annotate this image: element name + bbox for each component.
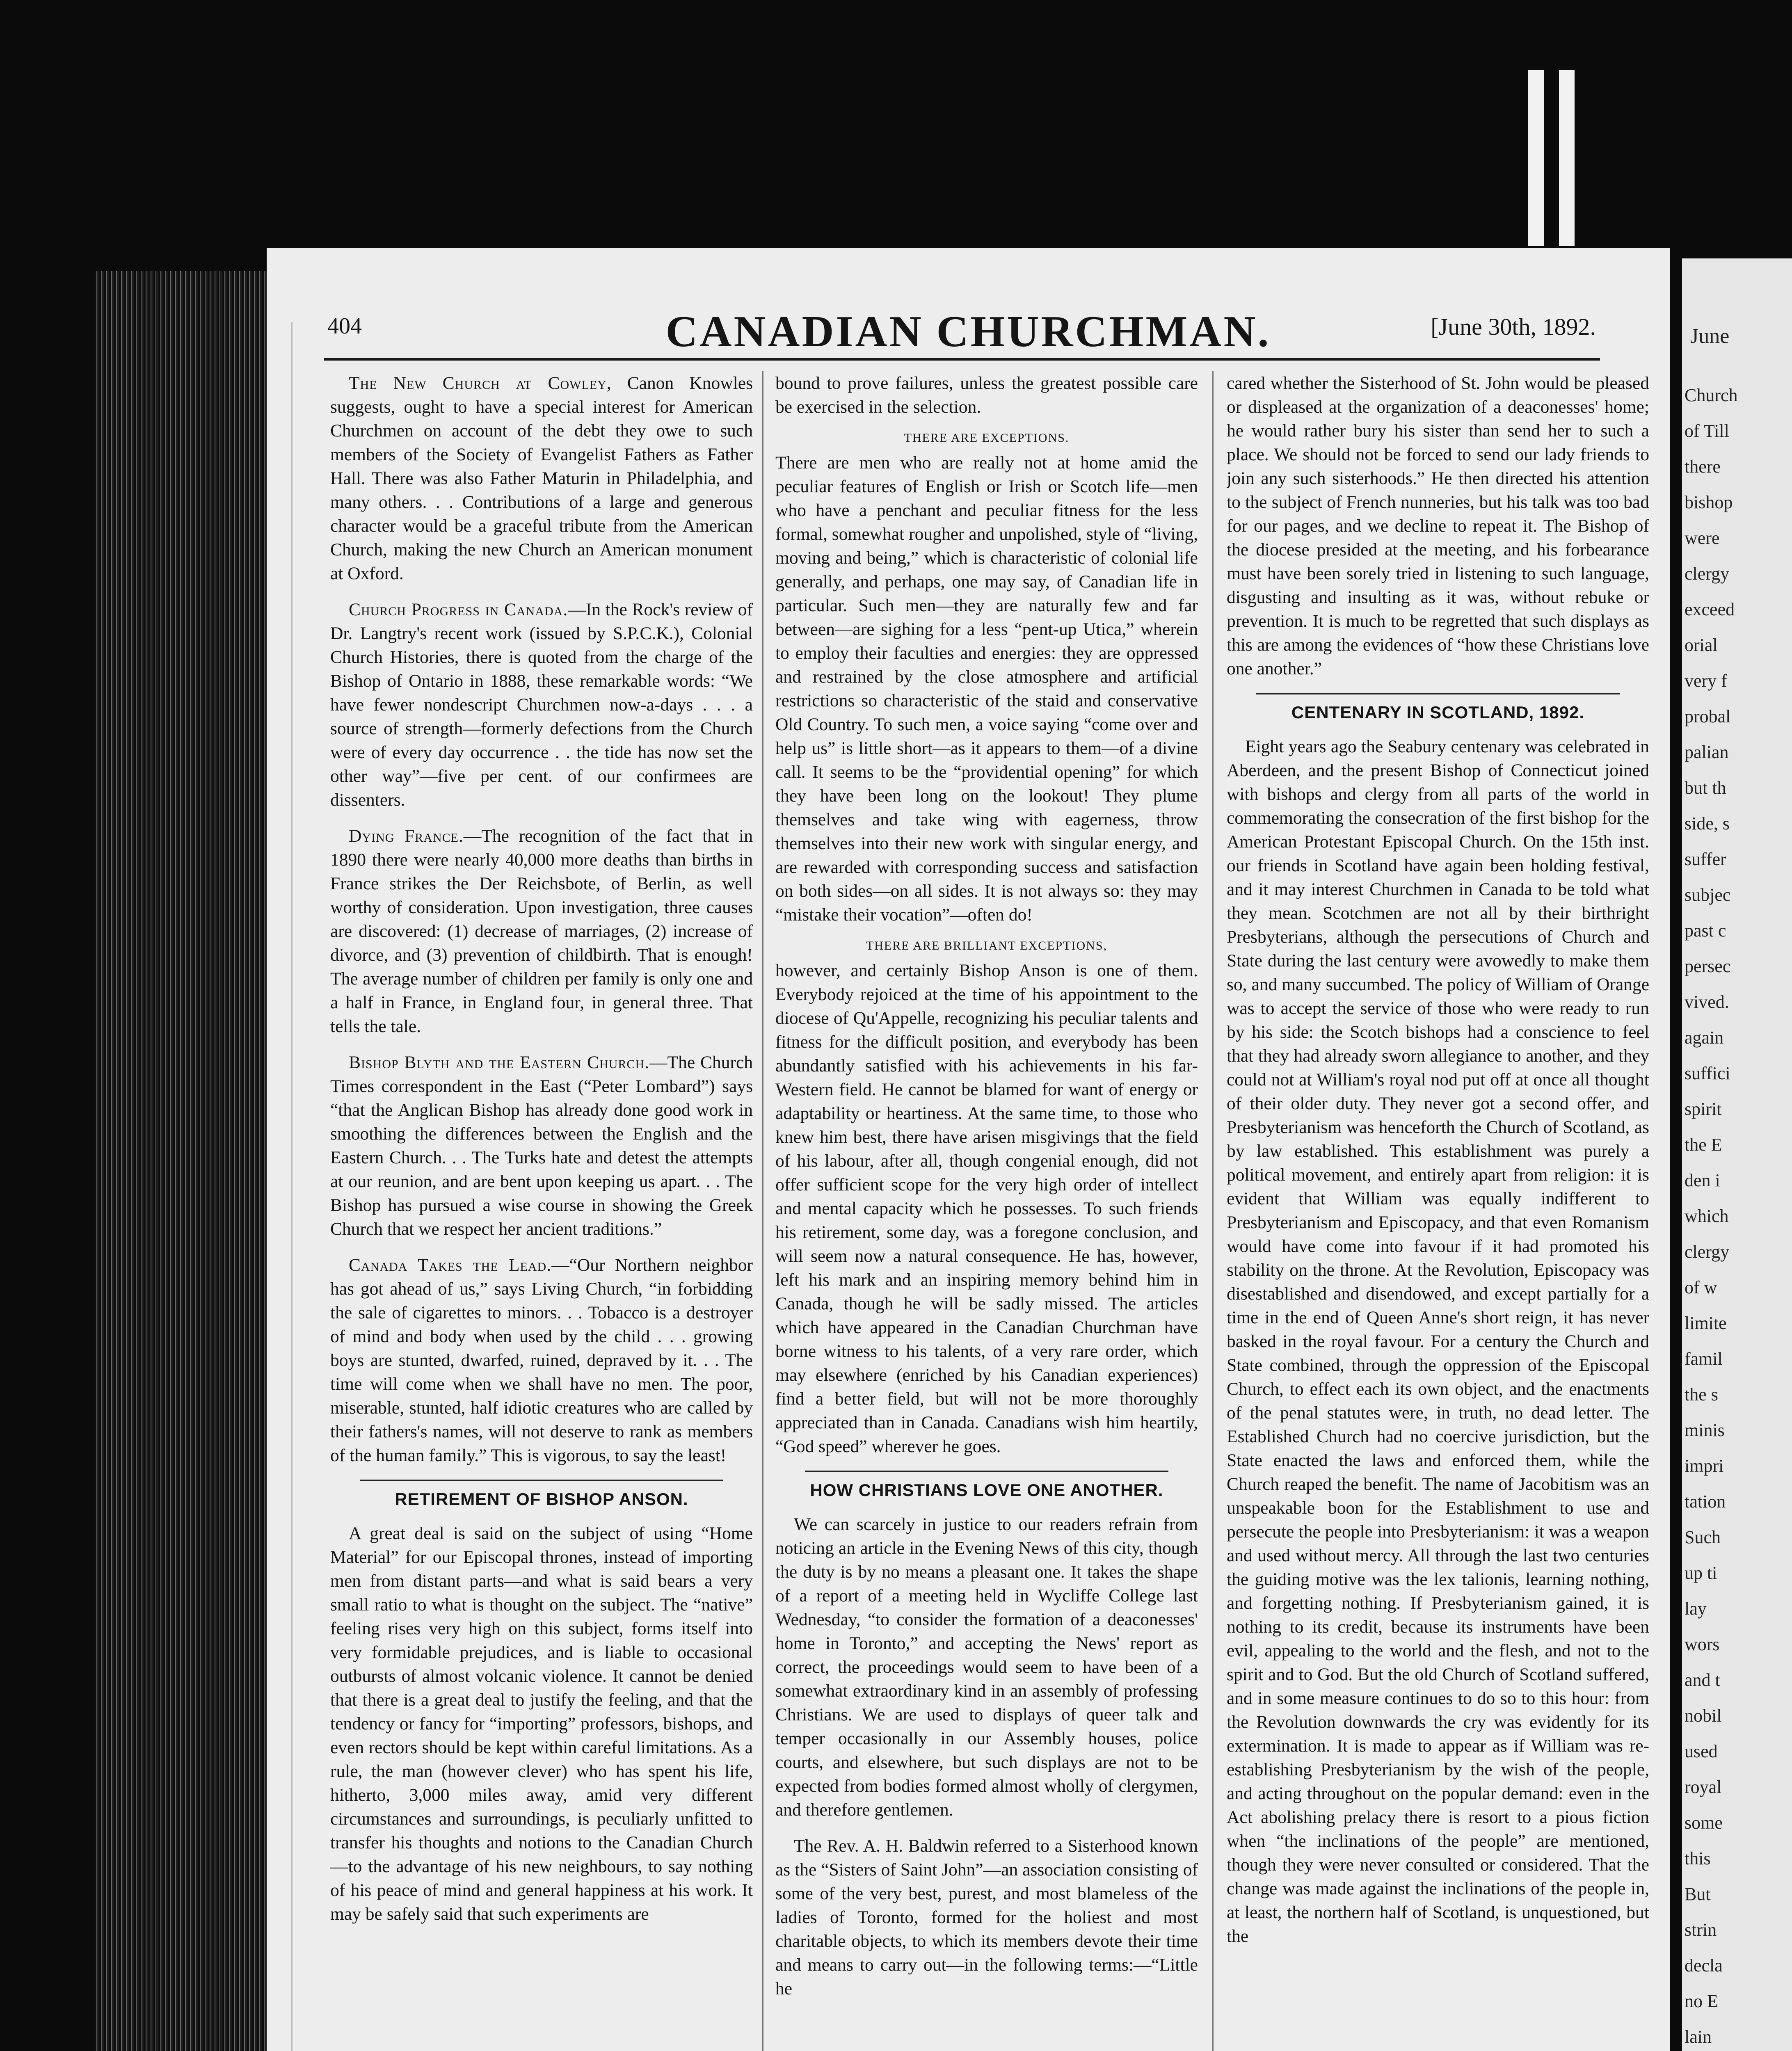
next-page-line: side, s (1685, 813, 1730, 834)
next-page-line: vived. (1685, 992, 1729, 1012)
heading-centenary-scotland: CENTENARY IN SCOTLAND, 1892. (1291, 703, 1585, 722)
next-page-line: minis (1685, 1420, 1725, 1440)
article-how-christians: We can scarcely in justice to our readers refrain from noticing an article in the Evening News of this city, though the duty is by no means a pleasant one. It takes the shape of a report of a meeting held in Wycliffe College last Wednesday, “to consider the formation of a deaconesses' home in Toronto,” and accepting the News' report as correct, the proceedings would seem to have been of a somewhat extraordinary kind in an assembly of professing Christians. We are used to displays of queer talk and temper occasionally in our Assembly houses, police courts, and elsewhere, but such displays are not to be expected from bodies formed almost wholly of clergymen, and therefore gentlemen. (775, 1514, 1198, 1820)
section-rule (1256, 693, 1620, 694)
next-page-text (1685, 377, 1738, 2051)
next-page-line: subjec (1685, 885, 1731, 905)
column-divider (1212, 371, 1214, 2051)
next-page-line: tation (1685, 1491, 1726, 1512)
next-page-line: exceed (1685, 599, 1735, 619)
heading-retirement-anson: RETIREMENT OF BISHOP ANSON. (395, 1489, 688, 1509)
article-lead: Church Progress in Canada. (349, 600, 568, 619)
article-paragraph: however, and certainly Bishop Anson is one of them. Everybody rejoiced at the time of his appointment to the diocese of Qu'Appelle, recognizing his peculiar talents and fitness for the difficult position, and everybody has been abundantly satisfied with his achievements in his far-Western field. He cannot be blamed for want of energy or adaptability or heartiness. At the same time, to those who knew him best, there have arisen misgivings that the field of his labour, after all, though congenial enough, did not offer sufficient scope for the very high order of intellect and mental capacity which he possesses. To such friends his retirement, some day, was a foregone conclusion, and will seem now a natural consequence. He has, however, left his mark and an inspiring memory behind him in Canada, though he will be sadly missed. The articles which have appeared in the Canadian Churchman have borne witness to his talents, of a very rare order, which may elsewhere (enriched by his Canadian experiences) find a better field, but will not be more thoroughly appreciated than in Canada. Canadians wish him heartily, “God speed” wherever he goes. (775, 961, 1198, 1456)
masthead-title: CANADIAN CHURCHMAN. (665, 307, 1271, 356)
next-page-line: no E (1685, 1991, 1718, 2011)
article-centenary-scotland: Eight years ago the Seabury centenary was celebrated in Aberdeen, and the present Bishop of Connecticut joined with bishops and clergy from all parts of the world in commemorating the consecration of the first bishop for the American Protestant Episcopal Church. On the 15th inst. our friends in Scotland have again been holding festival, and it may interest Churchmen in Canada to be told what they mean. Scotchmen are not all by their birthright Presbyterians, although the persecutions of Church and State during the last century were avowedly to make them so, and many succumbed. The policy of William of Orange was to accept the service of those who were ready to run by his side: the Scotch bishops had a conscience to feel that they had already sworn allegiance to another, and they could not at William's royal nod put off at once all thought of their older duty. They never got a second offer, and Presbyterianism was henceforth the Church of Scotland, as by law established. This establishment was purely a political movement, and entirely apart from religion: it is evident that William was equally indifferent to Presbyterianism and Episcopacy, and that even Romanism would have come into favour if it had promoted his stability on the throne. At the Revolution, Episcopacy was disestablished and disendowed, and except partially for a time in the end of Queen Anne's short reign, it has never basked in the royal favour. For a century the Church and State combined, through the oppression of the Episcopal Church, to effect each its own object, and the enactments of the penal statutes were, in truth, no dead letter. The Established Church had no coercive jurisdiction, but the State enacted the laws and enforced them, while the Church reaped the benefit. The name of Jacobitism was an unspeakable boon for the Establishment to use and persecute the people into Presbyterianism: it was a weapon and used without mercy. All through the last two centuries the guiding motive was the lex talionis, learning nothing, and forgetting nothing. If Presbyterianism gained, it is nothing to its credit, because its instruments have been evil, appealing to the world and the flesh, and not to the spirit and to God. But the old Church of Scotland suffered, and in some measure continues to do so to this hour: from the Revolution downwards the cry was evidently for its extermination. It is made to appear as if William was re-establishing Presbyterianism by the wish of the people, and acting throughout on the popular demand: even in the Act abolishing prelacy there is resort to a pious fiction when “the inclinations of the people” are mentioned, though they were never consulted or considered. That the change was made against the inclinations of the people in, at least, the northern half of Scotland, is unquestioned, but the (1227, 737, 1649, 1946)
column-divider (762, 371, 763, 2051)
next-page-line: probal (1685, 706, 1731, 726)
article-dying-france: Dying France.—The recognition of the fact that in 1890 there were nearly 40,000 more deaths than births in France strikes the Der Reichsbote, of Berlin, as well worthy of consideration. Upon investigation, three causes are discovered: (1) decrease of marriages, (2) increase of divorce, and (3) prevention of childbirth. That is enough! The average number of children per family is only one and a half in France, in England four, in general three. That tells the tale. (330, 826, 753, 1036)
section-rule (805, 1471, 1168, 1472)
section-rule (360, 1480, 723, 1481)
article-lead: Dying France. (349, 826, 464, 846)
heading-how-christians: HOW CHRISTIANS LOVE ONE ANOTHER. (810, 1480, 1163, 1500)
next-page-line: clergy (1685, 564, 1730, 584)
article-retirement-anson: A great deal is said on the subject of using “Home Material” for our Episcopal thrones, instead of importing men from distant parts—and what is said bears a very small ratio to what is thought on the subject. The “native” feeling rises very high on this subject, forms itself into very formidable prejudices, and is liable to occasional outbursts of almost volcanic violence. It cannot be denied that there is a great deal to justify the feeling, and that the tendency or fancy for “importing” professors, bishops, and even rectors should be kept within careful limitations. As a rule, the man (however clever) who has spent his life, hitherto, 3,000 miles away, amid very different circumstances and surroundings, is peculiarly unfitted to transfer his thoughts and notions to the Canadian Church—to the advantage of his new neighbours, to say nothing of his peace of mind and general happiness at his work. It may be safely said that such experiments are (330, 1523, 753, 1924)
page-number: 404 (327, 313, 362, 339)
next-page-line: impri (1685, 1456, 1724, 1476)
next-page-line: royal (1685, 1777, 1722, 1797)
next-page-line: lay (1685, 1599, 1707, 1619)
column-3 (1227, 371, 1649, 2051)
next-page-line: of w (1685, 1277, 1717, 1297)
next-page-line: famil (1685, 1349, 1723, 1369)
next-page-line: some (1685, 1813, 1723, 1833)
next-page-line: the E (1685, 1135, 1722, 1155)
next-page-line: and t (1685, 1670, 1720, 1690)
issue-date: [June 30th, 1892. (1431, 313, 1596, 340)
next-page-line: used (1685, 1741, 1718, 1761)
column-2 (775, 371, 1198, 2051)
next-page-line: bishop (1685, 492, 1733, 512)
next-page-line: limite (1685, 1313, 1727, 1333)
next-page-line: there (1685, 457, 1721, 477)
article-paragraph: There are men who are really not at home amid the peculiar features of English or Irish or Scotch life—men who have a penchant and peculiar fitness for the less formal, somewhat rougher and unpolished, style of “living, moving and being,” which is characteristic of colonial life generally, and perhaps, one may say, of Canadian life in particular. Such men—they are naturally few and far between—are sighing for a less “pent-up Utica,” wherein to employ their faculties and energies: they are oppressed and restrained by the close atmosphere and artificial restrictions so characteristic of the staid and conservative Old Country. To such men, a voice saying “come over and help us” is little short—as it appears to them—of a divine call. It seems to be the “providential opening” for which they have been long on the lookout! They plume themselves and take wing with eagerness, throw themselves into their new work with singular energy, and are rewarded with corresponding success and satisfaction on both sides—on all sides. It is not always so: they may “mistake their vocation”—often do! (775, 453, 1198, 925)
next-page-line: very f (1685, 671, 1727, 691)
next-page-line: orial (1685, 635, 1718, 655)
article-paragraph: The Rev. A. H. Baldwin referred to a Sisterhood known as the “Sisters of Saint John”—an association consisting of some of the very best, purest, and most blameless of the ladies of Toronto, formed for the holiest and most charitable objects, to which its members devote their time and means to carry out—in the following terms:—“Little he (775, 1836, 1198, 1998)
article-bishop-blyth: Bishop Blyth and the Eastern Church.—The Church Times correspondent in the East (“Peter Lombard”) says “that the Anglican Bishop has already done good work in smoothing the differences between the English and the Eastern Church. . . The Turks hate and detest the attempts at our reunion, and are bent upon keeping us apart. . . The Bishop has pursued a wise course in showing the Greek Church that we respect her ancient traditions.” (330, 1053, 753, 1239)
running-head (267, 307, 1670, 359)
next-page-line: were (1685, 528, 1720, 548)
next-page-line: wors (1685, 1634, 1720, 1654)
article-lead: Bishop Blyth and the Eastern Church. (349, 1053, 650, 1072)
newspaper-page (267, 248, 1670, 2051)
article-canada-takes-lead: Canada Takes the Lead.—“Our Northern neighbor has got ahead of us,” says Living Church, “in forbidding the sale of cigarettes to minors. . . Tobacco is a destroyer of mind and body when used by the child . . . growing boys are stunted, dwarfed, ruined, depraved by it. . . The time will come when we shall have no men. The poor, miserable, stunted, half idiotic creatures who are called by their fathers's names, will not deserve to rank as members of the human family.” This is vigorous, to say the least! (330, 1255, 753, 1465)
next-page-line: palian (1685, 742, 1729, 762)
next-page-fragment (1682, 258, 1792, 2051)
next-page-line: spirit (1685, 1099, 1722, 1119)
next-page-line: again (1685, 1028, 1724, 1048)
next-page-line: of Till (1685, 421, 1729, 441)
next-page-line: suffer (1685, 849, 1726, 869)
next-page-line: lain (1685, 2027, 1712, 2047)
next-page-header: June (1690, 324, 1730, 348)
next-page-line: persec (1685, 956, 1731, 976)
next-page-line: up ti (1685, 1563, 1717, 1583)
article-continuation: bound to prove failures, unless the greatest possible care be exercised in the selection. (775, 373, 1198, 417)
next-page-line: Church (1685, 385, 1738, 405)
subheading-exceptions: THERE ARE EXCEPTIONS. (904, 431, 1070, 445)
next-page-line: But (1685, 1884, 1711, 1904)
next-page-line: decla (1685, 1955, 1723, 1976)
book-page-edges (94, 271, 267, 2051)
next-page-line: the s (1685, 1384, 1718, 1405)
next-page-line: strin (1685, 1920, 1717, 1940)
scan-mark-top-1 (1528, 70, 1544, 246)
article-continuation: cared whether the Sisterhood of St. John would be pleased or displeased at the organization of a deaconesses' home; he would rather bury his sister than send her to such a place. We should not be forced to send our lady friends to join any such sisterhoods.” He then directed his attention to the subject of French nunneries, but his talk was too bad for our pages, and we decline to repeat it. The Bishop of the diocese presided at the meeting, and his forbearance must have been sorely tried in listening to such language, disgusting and insulting as it was, without rebuke or prevention. It is much to be regretted that such displays as this are among the evidences of “how these Christians love one another.” (1227, 373, 1649, 678)
next-page-line: past c (1685, 920, 1726, 941)
column-1 (330, 371, 753, 2051)
article-church-progress: Church Progress in Canada.—In the Rock's review of Dr. Langtry's recent work (issued by S.P.C.K.), Colonial Church Histories, there is quoted from the charge of the Bishop of Ontario in 1888, these remarkable words: “We have fewer nondescript Churchmen now-a-days . . . a source of strength—formerly defections from the Church were of every day occurrence . . the tide has now set the other way”—five per cent. of our confirmees are dissenters. (330, 600, 753, 810)
next-page-line: this (1685, 1848, 1711, 1868)
next-page-line: clergy (1685, 1242, 1730, 1262)
next-page-line: but th (1685, 778, 1726, 798)
article-lead: The New Church at Cowley, (349, 373, 612, 393)
article-lead: Canada Takes the Lead. (349, 1255, 552, 1275)
next-page-line: suffici (1685, 1063, 1730, 1083)
article-new-church-cowley: The New Church at Cowley, Canon Knowles suggests, ought to have a special interest for American Churchmen on account of the debt they owe to such members of the Society of Evangelist Fathers as Father Hall. There was also Father Maturin in Philadelphia, and many others. . . Contributions of a large and generous character would be a graceful tribute from the American Church, making the new Church an American monument at Oxford. (330, 373, 753, 583)
next-page-line: nobil (1685, 1706, 1722, 1726)
subheading-brilliant-exceptions: THERE ARE BRILLIANT EXCEPTIONS, (866, 939, 1108, 952)
next-page-line: den i (1685, 1170, 1720, 1190)
scan-mark-top-2 (1559, 70, 1575, 246)
next-page-line: which (1685, 1206, 1729, 1226)
page-margin-line (291, 322, 293, 2051)
header-rule (324, 358, 1600, 361)
next-page-line: Such (1685, 1527, 1721, 1547)
